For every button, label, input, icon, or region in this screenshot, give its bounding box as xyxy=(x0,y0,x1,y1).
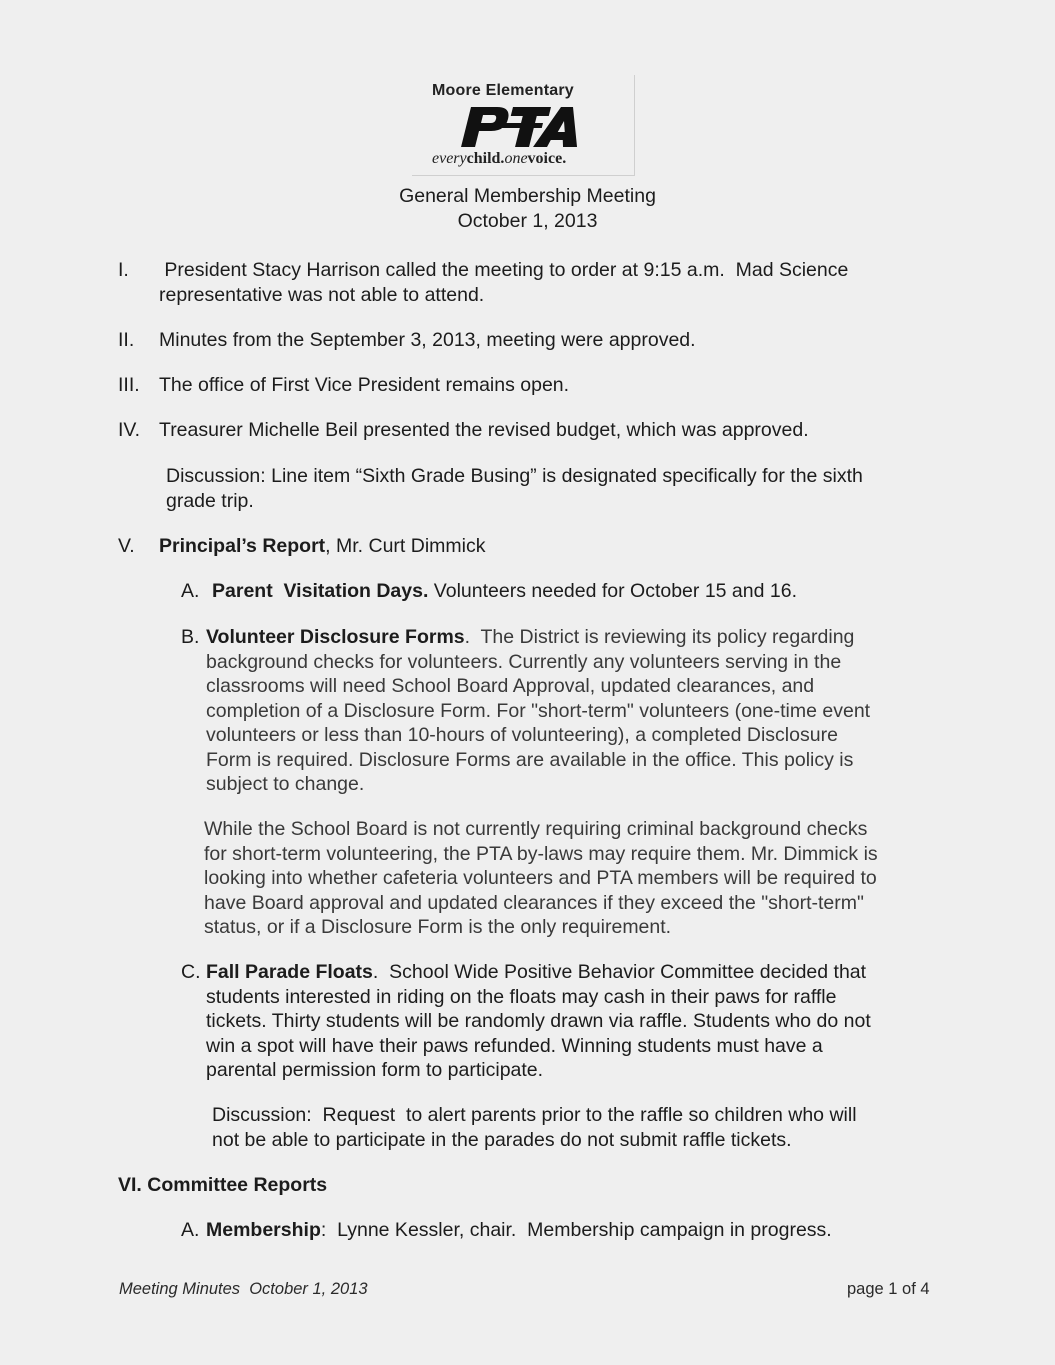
tagline-voice: voice. xyxy=(527,150,567,167)
item-vi-heading xyxy=(118,1173,327,1198)
subitem-line: background checks for volunteers. Currently any volunteers serving in the xyxy=(206,650,842,673)
subitem-line: parental permission form to participate. xyxy=(206,1059,544,1081)
subitem-heading: Fall Parade Floats xyxy=(206,961,373,983)
subitem-text: Volunteers needed for October 15 and 16. xyxy=(428,580,797,602)
discussion-line: grade trip. xyxy=(166,489,254,512)
item-number: II. xyxy=(118,329,135,351)
subitem-line: have Board approval and updated clearances if they exceed the "short-term" xyxy=(204,891,864,914)
item-iii-line: The office of First Vice President remains open. xyxy=(159,374,570,396)
subitem-heading: Membership xyxy=(206,1219,321,1241)
section-heading-rest: , Mr. Curt Dimmick xyxy=(325,535,486,557)
subitem-heading: Volunteer Disclosure Forms xyxy=(206,626,465,648)
tagline-one: one xyxy=(504,150,528,167)
item-i-line: President Stacy Harrison called the meeting to order at 9:15 a.m. Mad Science xyxy=(159,259,849,281)
subitem-letter: A. xyxy=(181,580,200,602)
item-iv-text xyxy=(159,418,809,443)
subitem-v-c xyxy=(206,960,871,1083)
tagline-every: every xyxy=(432,150,467,167)
section-heading: Committee Reports xyxy=(147,1174,328,1196)
subitem-text: . The District is reviewing its policy regarding xyxy=(464,626,855,648)
item-i-text xyxy=(159,258,848,307)
subitem-v-b-para2 xyxy=(204,817,878,940)
meeting-title: General Membership Meeting xyxy=(399,185,656,207)
item-iv-line: Treasurer Michelle Beil presented the revised budget, which was approved. xyxy=(159,419,809,441)
meeting-date: October 1, 2013 xyxy=(457,210,598,232)
subitem-text: : Lynne Kessler, chair. Membership campaign in progress. xyxy=(320,1219,832,1241)
discussion-line: Discussion: Line item “Sixth Grade Busing” is designated specifically for the sixth xyxy=(166,465,863,487)
subitem-letter: A. xyxy=(181,1219,200,1241)
logo-school-name: Moore Elementary xyxy=(432,82,574,99)
subitem-line: classrooms will need School Board Approval, updated clearances, and xyxy=(206,675,815,697)
subitem-line: While the School Board is not currently requiring criminal background checks xyxy=(204,818,868,840)
pta-wordmark-icon xyxy=(458,103,588,149)
subitem-line: volunteers or less than 10-hours of volunteering), a completed Disclosure xyxy=(206,724,838,746)
item-iv-discussion xyxy=(166,464,863,513)
subitem-line: status, or if a Disclosure Form is the only requirement. xyxy=(204,916,672,938)
section-heading: Principal’s Report xyxy=(159,535,326,557)
logo-tagline xyxy=(432,150,566,168)
subitem-line: looking into whether cafeteria volunteers and PTA members will be required to xyxy=(204,867,877,889)
item-ii-line: Minutes from the September 3, 2013, meeting were approved. xyxy=(159,329,696,351)
footer-page-number: page 1 of 4 xyxy=(847,1280,930,1298)
subitem-line: subject to change. xyxy=(206,773,365,795)
subitem-letter: B. xyxy=(181,626,200,648)
subitem-vi-a xyxy=(206,1218,832,1243)
discussion-line: Discussion: Request to alert parents prior to the raffle so children who will xyxy=(212,1104,857,1126)
item-i-line: representative was not able to attend. xyxy=(159,283,485,306)
discussion-line: not be able to participate in the parades do not submit raffle tickets. xyxy=(212,1128,792,1151)
subitem-v-a xyxy=(212,579,797,604)
item-number: IV. xyxy=(118,419,141,441)
subitem-line: students interested in riding on the floats may cash in their paws for raffle xyxy=(206,985,837,1008)
subitem-v-c-discussion xyxy=(212,1103,857,1152)
subitem-text: . School Wide Positive Behavior Committee decided that xyxy=(372,961,867,983)
subitem-line: win a spot will have their paws refunded. Winning students must have a xyxy=(206,1034,823,1057)
subitem-letter: C. xyxy=(181,961,201,983)
subitem-heading: Parent Visitation Days. xyxy=(212,580,429,602)
item-number: I. xyxy=(118,259,129,281)
subitem-line: for short-term volunteering, the PTA by-laws may require them. Mr. Dimmick is xyxy=(204,842,878,865)
item-number: VI. xyxy=(118,1174,142,1196)
item-ii-text xyxy=(159,328,696,353)
item-iii-text xyxy=(159,373,569,398)
subitem-v-b xyxy=(206,625,870,797)
footer-left: Meeting Minutes October 1, 2013 xyxy=(119,1280,368,1298)
item-number: V. xyxy=(118,535,135,557)
item-number: III. xyxy=(118,374,140,396)
tagline-child: child. xyxy=(466,150,505,167)
pta-logo xyxy=(412,75,635,176)
item-v-heading xyxy=(159,534,485,559)
subitem-line: completion of a Disclosure Form. For "short-term" volunteers (one-time event xyxy=(206,699,871,722)
subitem-line: Form is required. Disclosure Forms are available in the office. This policy is xyxy=(206,748,854,771)
subitem-line: tickets. Thirty students will be randomly drawn via raffle. Students who do not xyxy=(206,1010,871,1032)
